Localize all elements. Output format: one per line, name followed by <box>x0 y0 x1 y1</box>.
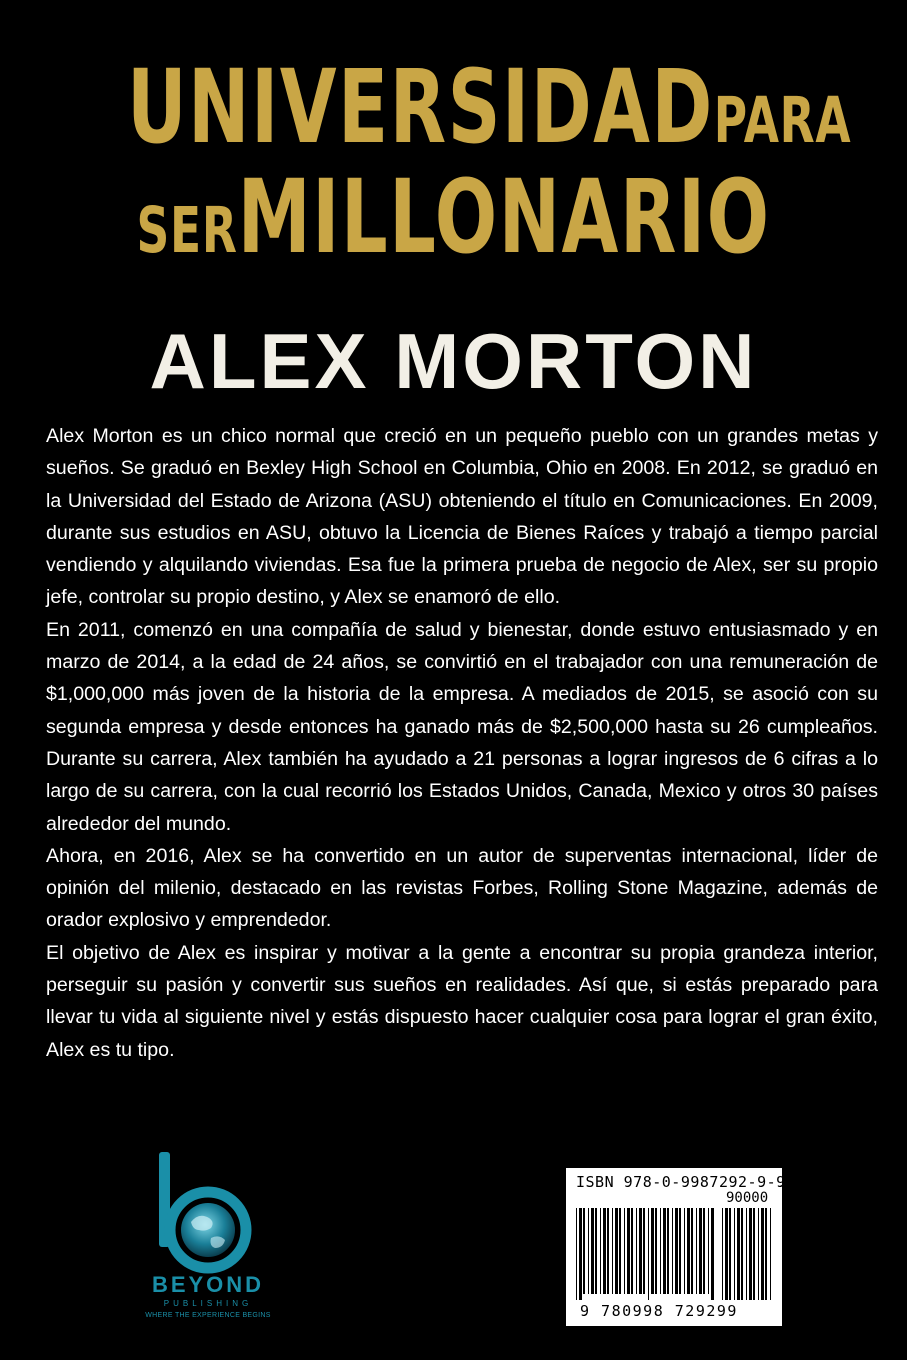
publisher-name: BEYOND <box>151 1272 265 1297</box>
barcode-stripe <box>591 1208 594 1294</box>
title-millonario: MILLONARIO <box>237 158 771 277</box>
barcode-stripe <box>660 1208 661 1294</box>
isbn-barcode <box>566 1168 786 1326</box>
barcode-stripe <box>741 1208 743 1300</box>
barcode-stripe <box>753 1208 755 1300</box>
barcode-stripe <box>675 1208 678 1294</box>
barcode-stripe <box>655 1208 657 1294</box>
title-line-1 <box>126 48 852 167</box>
barcode-stripe <box>737 1208 740 1300</box>
barcode-stripe <box>648 1208 649 1300</box>
barcode-stripe <box>624 1208 625 1294</box>
barcode-stripe <box>691 1208 693 1294</box>
barcode-stripe <box>667 1208 669 1294</box>
blurb-paragraph-1: Alex Morton es un chico normal que creció en un pequeño pueblo con un grandes metas y sueños. Se graduó en Bexley High School en Columbia, Ohio en 2008. En 2012, se graduó en la Universidad del Estado de Arizona (ASU) obteniendo el título en Comunicaciones. En 2009, durante sus estudios en ASU, obtuvo la Licencia de Bienes Raíces y trabajó a tiempo parcial vendiendo y alquilando viviendas. Esa fue la primera prueba de negocio de Alex, ser su propio jefe, controlar su propio destino, y Alex se enamoró de ello. <box>46 425 878 609</box>
blurb-paragraph-2: En 2011, comenzó en una compañía de salud y bienestar, donde estuvo entusiasmado y en marzo de 2014, a la edad de 24 años, se convirtió en el trabajador con una remuneración de $1,000,000 más joven de la historia de la empresa. A mediados de 2015, se asoció con su segunda empresa y desde entonces ha ganado más de $2,500,000 hasta su 26 cumpleaños. Durante su carrera, Alex también ha ayudado a 21 personas a lograr ingresos de 6 cifras a lo largo de su carrera, con la cual recorrió los Estados Unidos, Canada, Mexico y otros 30 países alrededor del mundo. <box>46 618 878 835</box>
barcode-stripe <box>583 1208 585 1294</box>
barcode-stripe <box>734 1208 735 1300</box>
barcode-number: 9 780998 729299 <box>580 1302 738 1320</box>
author-name: ALEX MORTON <box>149 317 758 405</box>
title-ser: SER <box>136 193 238 267</box>
barcode-stripe <box>703 1208 705 1294</box>
barcode-stripe <box>579 1208 582 1300</box>
blurb-text <box>46 420 878 1066</box>
barcode-stripe <box>636 1208 637 1294</box>
barcode-stripe <box>663 1208 666 1294</box>
barcode-stripe <box>696 1208 697 1294</box>
barcode-stripe <box>708 1208 709 1294</box>
barcode-stripe <box>761 1208 764 1300</box>
barcode-stripe <box>711 1208 714 1300</box>
barcode-stripe <box>725 1208 728 1300</box>
addon-barcode-bars <box>722 1208 774 1300</box>
title-para: PARA <box>713 83 852 157</box>
publisher-tagline: WHERE THE EXPERIENCE BEGINS <box>145 1312 271 1319</box>
barcode-stripe <box>627 1208 630 1294</box>
barcode-stripe <box>600 1208 601 1294</box>
barcode-stripe <box>687 1208 690 1294</box>
barcode-stripe <box>631 1208 633 1294</box>
title-universidad: UNIVERSIDAD <box>126 48 714 167</box>
beyond-b-globe-icon <box>133 1150 283 1275</box>
publisher-logo <box>133 1150 283 1330</box>
price-code: 90000 <box>726 1190 769 1206</box>
barcode-stripe <box>612 1208 613 1294</box>
barcode-stripe <box>615 1208 618 1294</box>
barcode-stripe <box>679 1208 681 1294</box>
barcode-stripe <box>699 1208 702 1294</box>
barcode-stripe <box>746 1208 747 1300</box>
barcode-stripe <box>607 1208 609 1294</box>
barcode-stripe <box>651 1208 654 1294</box>
barcode-stripe <box>729 1208 731 1300</box>
blurb-paragraph-3: Ahora, en 2016, Alex se ha convertido en un autor de superventas internacional, líder de opinión del milenio, destacado en las revistas Forbes, Rolling Stone Magazine, además de orador explosivo y emprendedor. <box>46 844 878 932</box>
barcode-stripe <box>749 1208 752 1300</box>
barcode-stripe <box>722 1208 723 1300</box>
publisher-sub: PUBLISHING <box>163 1299 253 1308</box>
barcode-stripe <box>639 1208 642 1294</box>
barcode-stripe <box>684 1208 685 1294</box>
barcode-stripe <box>619 1208 621 1294</box>
ean-barcode-bars <box>576 1208 716 1300</box>
barcode-stripe <box>595 1208 597 1294</box>
barcode-stripe <box>576 1208 577 1300</box>
barcode-stripe <box>765 1208 767 1300</box>
barcode-stripe <box>603 1208 606 1294</box>
barcode-stripe <box>672 1208 673 1294</box>
isbn-text: ISBN 978-0-9987292-9-9 <box>576 1173 786 1191</box>
barcode-stripe <box>643 1208 645 1294</box>
barcode-stripe <box>770 1208 771 1300</box>
title-line-2 <box>127 158 780 277</box>
barcode-stripe <box>588 1208 589 1294</box>
barcode-stripe <box>758 1208 759 1300</box>
blurb-paragraph-4: El objetivo de Alex es inspirar y motivar a la gente a encontrar su propia grandeza interior, perseguir su pasión y convertir sus sueños en realidades. Así que, si estás preparado para llevar tu vida al siguiente nivel y estás dispuesto hacer cualquier cosa para lograr el gran éxito, Alex es tu tipo. <box>46 941 878 1061</box>
